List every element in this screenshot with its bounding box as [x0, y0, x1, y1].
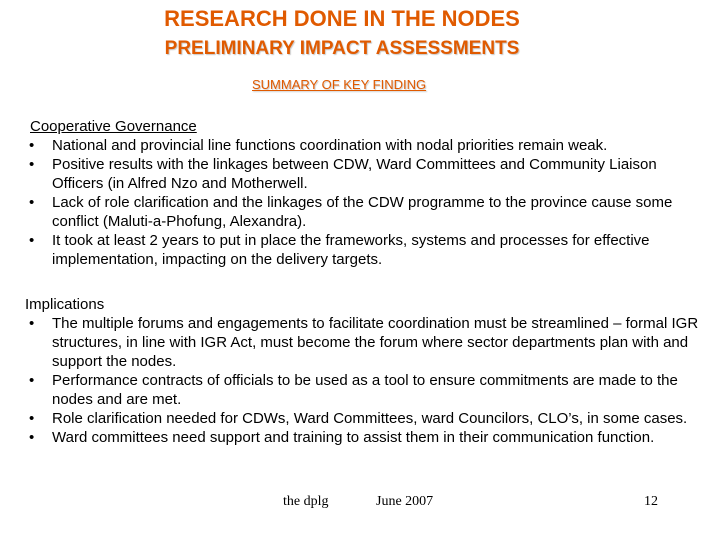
footer-org: the dplg	[283, 494, 329, 509]
slide-subtitle: PRELIMINARY IMPACT ASSESSMENTS	[164, 38, 520, 59]
implications-section	[25, 295, 705, 447]
list-item	[25, 155, 705, 193]
slide-title: RESEARCH DONE IN THE NODES	[164, 6, 520, 31]
footer-date: June 2007	[376, 494, 434, 509]
bullet-text: Lack of role clarification and the linkages of the CDW programme to the province cause some conflict (Maluti-a-Phofung, Alexandra).	[52, 194, 673, 230]
list-item	[25, 314, 705, 371]
bullet-marker: •	[29, 156, 35, 173]
bullet-marker: •	[29, 232, 35, 249]
bullet-text: Performance contracts of officials to be used as a tool to ensure commitments are made to the nodes and are met.	[52, 372, 678, 408]
bullet-text: Role clarification needed for CDWs, Ward Committees, ward Councilors, CLO’s, in some cases.	[52, 410, 688, 427]
implications-heading: Implications	[25, 296, 105, 313]
bullet-text: It took at least 2 years to put in place the frameworks, systems and processes for effective implementation, impacting on the delivery targets.	[52, 232, 650, 268]
cooperative-governance-section	[25, 117, 705, 269]
bullet-marker: •	[29, 410, 35, 427]
footer-page-number: 12	[644, 494, 658, 509]
bullet-marker: •	[29, 315, 35, 332]
implications-bullet-list	[25, 314, 705, 447]
bullet-marker: •	[29, 137, 35, 154]
list-item	[25, 428, 705, 447]
bullet-text: The multiple forums and engagements to facilitate coordination must be streamlined – formal IGR structures, in line with IGR Act, must become the forum where sector departments plan with and support the nodes.	[52, 315, 699, 370]
bullet-text: Positive results with the linkages between CDW, Ward Committees and Community Liaison Officers (in Alfred Nzo and Motherwell.	[52, 156, 657, 192]
list-item	[25, 231, 705, 269]
bullet-marker: •	[29, 429, 35, 446]
bullet-marker: •	[29, 194, 35, 211]
list-item	[25, 409, 705, 428]
list-item	[25, 136, 705, 155]
cooperative-governance-heading: Cooperative Governance	[30, 118, 197, 135]
summary-heading: SUMMARY OF KEY FINDING	[252, 77, 427, 92]
list-item	[25, 193, 705, 231]
list-item	[25, 371, 705, 409]
bullet-text: Ward committees need support and training to assist them in their communication function.	[52, 429, 655, 446]
bullet-text: National and provincial line functions coordination with nodal priorities remain weak.	[52, 137, 608, 154]
bullet-marker: •	[29, 372, 35, 389]
cooperative-bullet-list	[25, 136, 705, 269]
